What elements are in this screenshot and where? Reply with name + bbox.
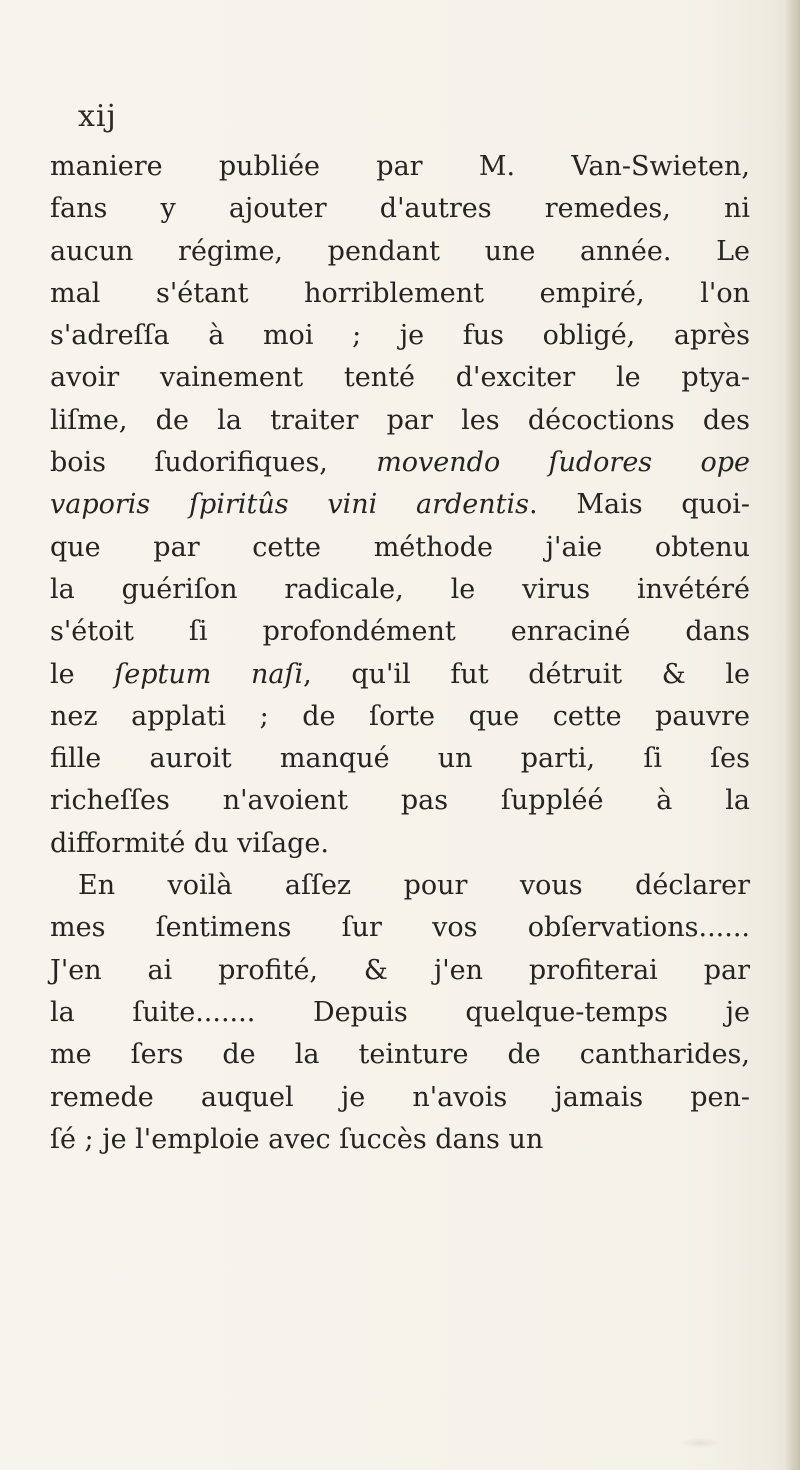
text-segment: s'étoit ſi profondément enraciné dans (50, 616, 750, 648)
text-line (50, 273, 750, 315)
latin-phrase: ſeptum naſi (114, 658, 304, 690)
text-line (50, 907, 750, 949)
text-segment: bois ſudorifiques, (50, 447, 377, 479)
text-line (50, 442, 750, 484)
page-edge (785, 0, 800, 1470)
text-segment: nez applati ; de ſorte que cette pauvre (50, 700, 750, 732)
text-segment: liſme, de la traiter par les décoctions des (50, 404, 750, 436)
text-segment: maniere publiée par M. Van-Swieten, (50, 151, 750, 182)
text-line (50, 569, 750, 611)
paper-smudge (680, 1438, 720, 1448)
text-segment: aucun régime, pendant une année. Le (50, 235, 750, 267)
text-line (50, 315, 750, 357)
text-line (50, 780, 750, 822)
text-segment: me ſers de la teinture de cantharides, (50, 1039, 750, 1071)
latin-phrase: movendo ſudores ope (376, 447, 750, 479)
text-line (50, 992, 750, 1034)
text-segment: fille auroit manqué un parti, ſi ſes (50, 743, 750, 775)
text-segment: mal s'étant horriblement empiré, l'on (50, 277, 750, 309)
text-segment: ſé ; je l'emploie avec ſuccès dans un (50, 1123, 544, 1155)
text-segment: richeſſes n'avoient pas ſuppléé à la (50, 785, 750, 817)
text-line (50, 231, 750, 273)
text-line (50, 738, 750, 780)
text-segment: remede auquel je n'avois jamais pen- (50, 1081, 750, 1113)
text-line (50, 950, 750, 992)
text-line (50, 865, 750, 907)
text-segment: le (50, 658, 115, 690)
text-segment: , qu'il fut détruit & le (303, 658, 751, 690)
text-line (50, 654, 750, 696)
text-line (50, 146, 750, 188)
text-segment: s'adreſſa à moi ; je fus obligé, après (50, 320, 750, 352)
text-line (50, 357, 750, 399)
text-line (50, 823, 750, 865)
text-segment: J'en ai profité, & j'en profiterai par (50, 954, 750, 986)
text-line (50, 527, 750, 569)
text-segment: difformité du viſage. (50, 827, 329, 859)
text-line (50, 1034, 750, 1076)
text-segment: En voilà aſſez pour vous déclarer (78, 870, 750, 902)
text-line (50, 1077, 750, 1119)
text-line (50, 1119, 750, 1161)
text-segment: mes ſentimens ſur vos obſervations...... (50, 912, 750, 944)
text-line (50, 400, 750, 442)
text-segment: avoir vainement tenté d'exciter le ptya- (50, 362, 750, 394)
body-text (50, 146, 750, 1161)
text-segment: . Mais quoi- (529, 489, 750, 521)
text-segment: la guériſon radicale, le virus invétéré (50, 573, 750, 605)
text-segment: que par cette méthode j'aie obtenu (50, 531, 750, 563)
latin-phrase: vaporis ſpiritûs vini ardentis (50, 489, 529, 521)
text-line (50, 188, 750, 230)
text-line (50, 484, 750, 526)
text-line (50, 696, 750, 738)
text-segment: la ſuite....... Depuis quelque-temps je (50, 996, 750, 1028)
text-segment: fans y ajouter d'autres remedes, ni (50, 193, 750, 225)
text-line (50, 611, 750, 653)
page-number: xij (78, 99, 117, 134)
